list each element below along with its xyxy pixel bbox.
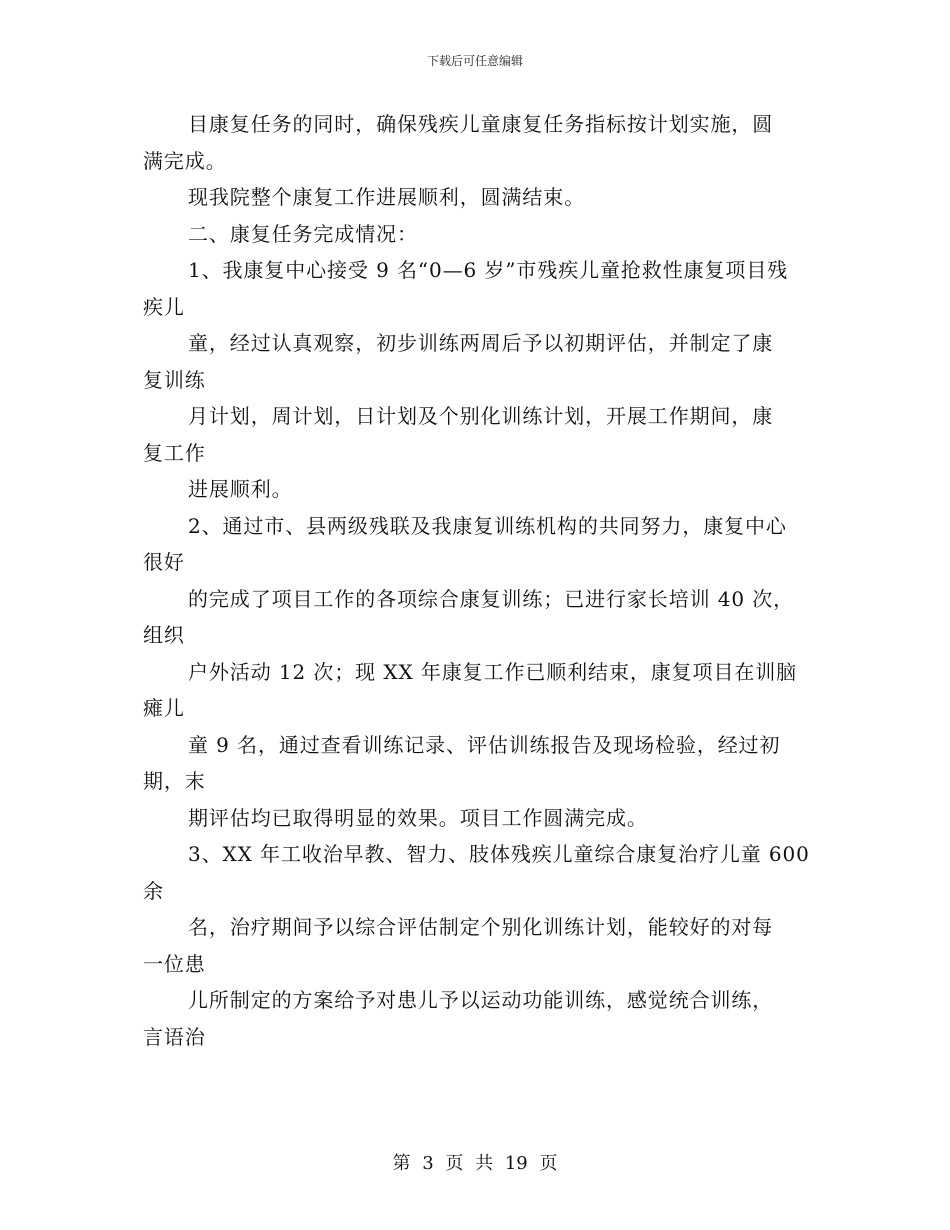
text-line: 3、XX 年工收治早教、智力、肢体残疾儿童综合康复治疗儿童 600 [188,842,810,866]
text-line: 瘫儿 [143,696,185,720]
text-line: 童 9 名，通过查看训练记录、评估训练报告及现场检验，经过初 [188,732,781,757]
text-line: 2、通过市、县两级残联及我康复训练机构的共同努力，康复中心 [188,513,787,538]
text-line: 进展顺利。 [188,477,293,501]
text-line: 二、康复任务完成情况： [188,221,418,246]
text-line: 余 [143,878,164,903]
text-line: 言语治 [143,1024,206,1049]
text-line: 期评估均已取得明显的效果。项目工作圆满完成。 [188,805,648,830]
text-line: 很好 [143,550,185,574]
text-line: 一位患 [143,951,206,976]
text-line: 现我院整个康复工作进展顺利，圆满结束。 [188,185,586,209]
text-line: 复训练 [143,367,206,392]
text-line: 儿所制定的方案给予对患儿予以运动功能训练，感觉统合训练， [188,988,774,1012]
text-line: 目康复任务的同时，确保残疾儿童康复任务指标按计划实施，圆 [188,112,774,136]
text-line: 童，经过认真观察，初步训练两周后予以初期评估，并制定了康 [188,331,774,355]
text-line: 复工作 [143,440,206,465]
text-line: 期，末 [143,769,206,793]
text-line: 户外活动 12 次；现 XX 年康复工作已顺利结束，康复项目在训脑 [188,659,798,684]
text-line: 1、我康复中心接受 9 名“0—6 岁”市残疾儿童抢救性康复项目残 [188,258,789,282]
document-body [143,106,833,1055]
page-footer: 第 3 页 共 19 页 [392,1153,558,1174]
text-line: 名，治疗期间予以综合评估制定个别化训练计划，能较好的对每 [188,915,774,939]
text-line: 疾儿 [143,294,185,319]
text-line: 组织 [143,623,185,647]
page-header: 下载后可任意编辑 [426,54,523,68]
text-line: 的完成了项目工作的各项综合康复训练；已进行家长培训 40 次， [188,586,795,611]
text-line: 月计划，周计划，日计划及个别化训练计划，开展工作期间，康 [188,404,774,428]
text-line: 满完成。 [143,148,227,173]
